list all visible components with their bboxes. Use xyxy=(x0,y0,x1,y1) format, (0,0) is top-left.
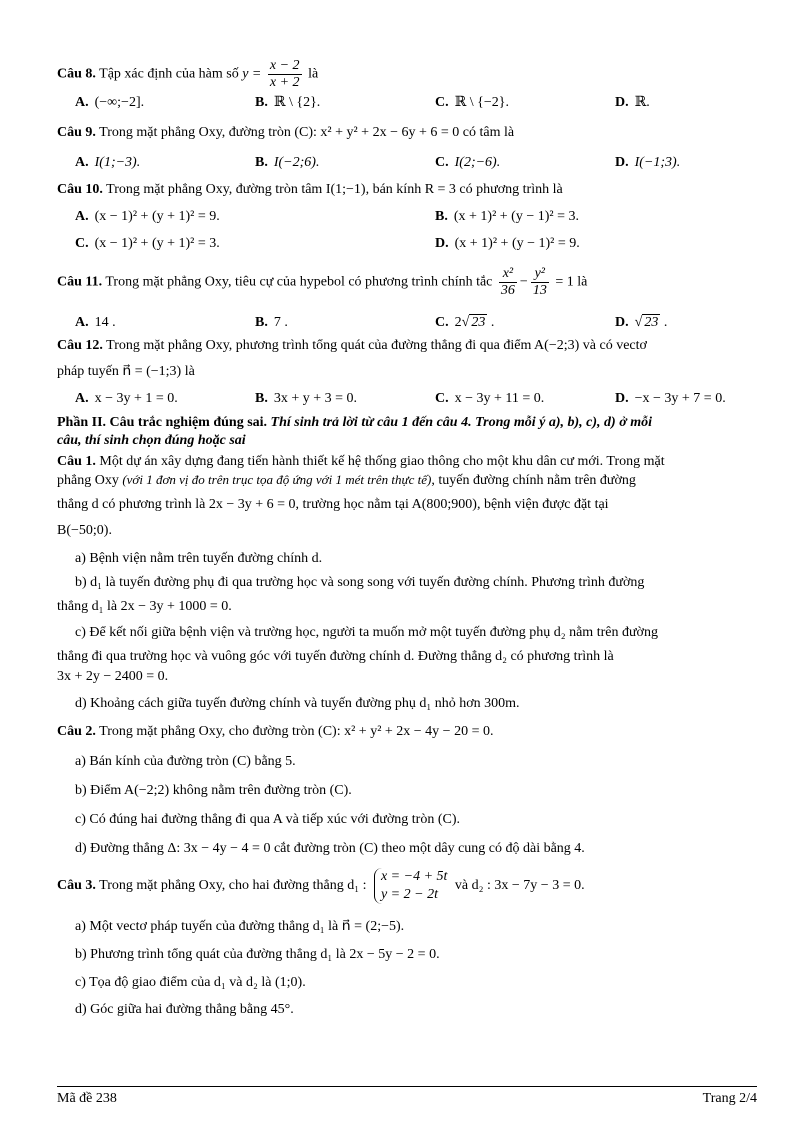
option-d[interactable]: D. ℝ. xyxy=(615,95,650,110)
statement-d[interactable]: d) Góc giữa hai đường thẳng bằng 45°. xyxy=(75,1002,294,1017)
statement-c[interactable]: c) Tọa độ giao điểm của d₁ và d₂ là (1;0). xyxy=(75,975,306,990)
question-label: Câu 1. xyxy=(57,454,96,469)
option-c[interactable]: C. I(2;−6). xyxy=(435,155,501,170)
question-text: Trong mặt phẳng Oxy, cho hai đường thẳng d₁ : xyxy=(99,878,367,893)
question-10 xyxy=(57,181,563,199)
statement-a[interactable]: a) Một vectơ pháp tuyến của đường thẳng d₁ là n⃗ = (2;−5). xyxy=(75,919,405,934)
question-1-line2: phẳng Oxy (với 1 đơn vị đo trên trục tọa độ ứng với 1 mét trên thực tế), tuyến đường chính nằm trên đường xyxy=(57,472,636,488)
option-d[interactable]: D. (x + 1)² + (y − 1)² = 9. xyxy=(435,236,580,251)
question-label: Câu 11. xyxy=(57,274,103,290)
statement-b[interactable]: b) Điểm A(−2;2) không nằm trên đường tròn (C). xyxy=(75,783,352,798)
question-11 xyxy=(57,266,587,299)
tf-question-1 xyxy=(57,453,757,471)
question-label: Câu 10. xyxy=(57,182,103,197)
option-c[interactable]: C. ℝ \ {−2}. xyxy=(435,95,509,110)
option-c[interactable]: C. (x − 1)² + (y + 1)² = 3. xyxy=(75,236,220,251)
denominator: x + 2 xyxy=(269,75,300,90)
function-lhs: y = xyxy=(242,66,262,82)
statement-a[interactable]: a) Bệnh viện nằm trên tuyến đường chính d. xyxy=(75,551,323,566)
option-c[interactable]: C. x − 3y + 11 = 0. xyxy=(435,391,545,406)
parametric-system: x = −4 + 5t y = 2 − 2t xyxy=(374,868,447,904)
part2-heading xyxy=(57,414,652,432)
question-label: Câu 8. xyxy=(57,66,96,82)
option-b[interactable]: B. ℝ \ {2}. xyxy=(255,95,321,110)
option-c[interactable]: C. 2√ 23 . xyxy=(435,315,495,330)
option-a[interactable]: A. 14 . xyxy=(75,315,116,330)
option-a[interactable]: A. I(1;−3). xyxy=(75,155,141,170)
part2-instructions-line2: câu, thí sinh chọn đúng hoặc sai xyxy=(57,433,246,448)
option-d[interactable]: D. √ 23 . xyxy=(615,315,668,330)
statement-a[interactable]: a) Bán kính của đường tròn (C) bằng 5. xyxy=(75,754,296,769)
question-text: Một dự án xây dựng đang tiến hành thiết kế hệ thống giao thông cho một khu dân cư mới. Trong mặt xyxy=(99,454,665,469)
statement-c-line2: thẳng đi qua trường học và vuông góc với tuyến đường chính d. Đường thẳng d₂ có phương trình là xyxy=(57,649,614,664)
fraction xyxy=(268,58,302,91)
question-label: Câu 3. xyxy=(57,878,96,893)
option-b[interactable]: B. 3x + y + 3 = 0. xyxy=(255,391,358,406)
fraction-y: $\frac{\text{y²}}{13}$ xyxy=(532,266,547,298)
question-text: Trong mặt phẳng Oxy, đường tròn tâm I(1;−1), bán kính R = 3 có phương trình là xyxy=(106,182,563,197)
option-b[interactable]: B. I(−2;6). xyxy=(255,155,320,170)
question-text: Trong mặt phẳng Oxy, phương trình tổng quát của đường thẳng đi qua điểm A(−2;3) và có vectơ xyxy=(106,338,647,353)
statement-b[interactable]: b) d₁ là tuyến đường phụ đi qua trường học và song song với tuyến đường chính. Phương trình đường xyxy=(75,575,645,590)
statement-c-line3: 3x + 2y − 2400 = 0. xyxy=(57,669,169,684)
question-tail: = 1 là xyxy=(555,274,588,290)
question-tail: và d₂ : 3x − 7y − 3 = 0. xyxy=(454,878,585,893)
numerator: x − 2 xyxy=(269,58,300,73)
statement-b-line2: thẳng d₁ là 2x − 3y + 1000 = 0. xyxy=(57,599,232,614)
exam-code: Mã đề 238 xyxy=(57,1091,117,1106)
option-a[interactable]: A. (−∞;−2]. xyxy=(75,95,145,110)
part-title: Phần II. Câu trắc nghiệm đúng sai. xyxy=(57,415,268,430)
question-text: Tập xác định của hàm số xyxy=(99,66,239,82)
option-b[interactable]: B. 7 . xyxy=(255,315,288,330)
question-label: Câu 9. xyxy=(57,125,96,140)
statement-b[interactable]: b) Phương trình tổng quát của đường thẳng d₁ là 2x − 5y − 2 = 0. xyxy=(75,947,440,962)
option-a[interactable]: A. x − 3y + 1 = 0. xyxy=(75,391,178,406)
option-a[interactable]: A. (x − 1)² + (y + 1)² = 9. xyxy=(75,209,220,224)
fraction-x: $\frac{\text{x²}}{36}$ xyxy=(500,266,515,298)
tf-question-3 xyxy=(57,866,585,906)
question-1-line4: B(−50;0). xyxy=(57,523,112,538)
question-8 xyxy=(57,58,318,91)
question-12 xyxy=(57,337,757,355)
statement-c[interactable]: c) Để kết nối giữa bệnh viện và trường học, người ta muốn mở một tuyến đường phụ d₂ nằm trên đường xyxy=(75,625,658,640)
question-1-line3: thẳng d có phương trình là 2x − 3y + 6 = 0, trường học nằm tại A(800;900), bệnh viện được đặt tại xyxy=(57,497,609,512)
statement-d[interactable]: d) Đường thẳng Δ: 3x − 4y − 4 = 0 cắt đường tròn (C) theo một dây cung có độ dài bằng 4. xyxy=(75,841,585,856)
question-9 xyxy=(57,124,514,142)
option-b[interactable]: B. (x + 1)² + (y − 1)² = 3. xyxy=(435,209,579,224)
minus-sign: − xyxy=(519,274,528,290)
footer-divider xyxy=(57,1086,757,1087)
statement-d[interactable]: d) Khoảng cách giữa tuyến đường chính và tuyến đường phụ d₁ nhỏ hơn 300m. xyxy=(75,696,520,711)
question-label: Câu 2. xyxy=(57,724,96,739)
option-d[interactable]: D. −x − 3y + 7 = 0. xyxy=(615,391,726,406)
question-12-line2: pháp tuyến n⃗ = (−1;3) là xyxy=(57,364,195,379)
question-text: Trong mặt phẳng Oxy, tiêu cự của hypebol có phương trình chính tắc xyxy=(105,274,493,290)
question-text: Trong mặt phẳng Oxy, cho đường tròn (C): x² + y² + 2x − 4y − 20 = 0. xyxy=(99,724,494,739)
part-instructions: Thí sinh trả lời từ câu 1 đến câu 4. Trong mỗi ý a), b), c), d) ở mỗi xyxy=(270,415,653,430)
page-number: Trang 2/4 xyxy=(702,1091,757,1106)
option-d[interactable]: D. I(−1;3). xyxy=(615,155,681,170)
question-tail: là xyxy=(308,66,319,82)
statement-c[interactable]: c) Có đúng hai đường thẳng đi qua A và tiếp xúc với đường tròn (C). xyxy=(75,812,460,827)
tf-question-2 xyxy=(57,723,493,741)
question-text: Trong mặt phẳng Oxy, đường tròn (C): x² + y² + 2x − 6y + 6 = 0 có tâm là xyxy=(99,125,515,140)
question-label: Câu 12. xyxy=(57,338,103,353)
